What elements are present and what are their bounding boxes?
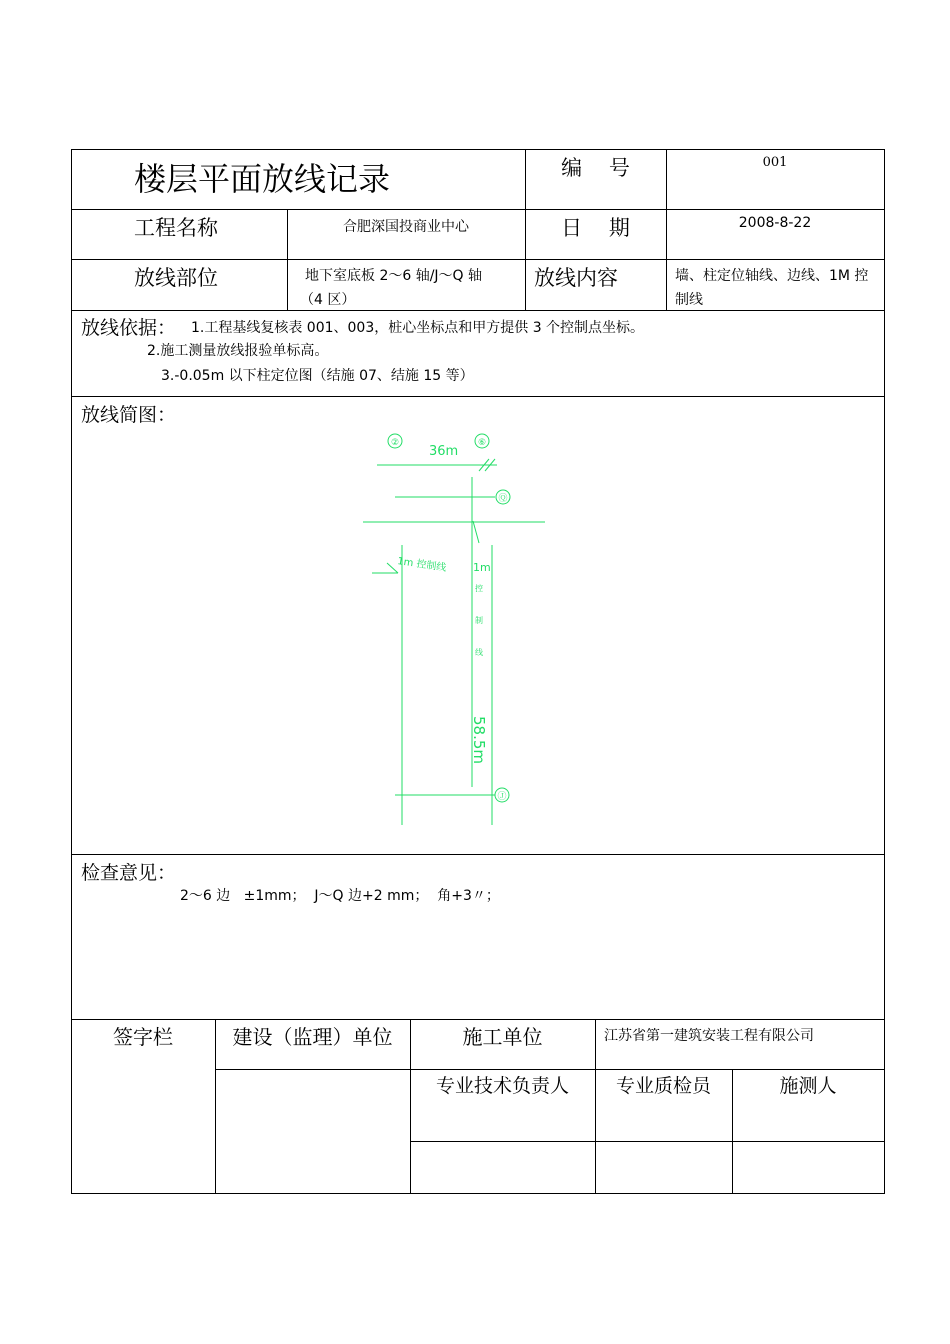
right-control-note: 1m [473, 561, 491, 574]
supervisor-unit-label: 建设（监理）单位 [232, 1025, 393, 1049]
location-label: 放线部位 [134, 266, 218, 290]
diagonal-tick [473, 521, 479, 543]
surveyor-label: 施测人 [779, 1075, 837, 1097]
layout-record-form [71, 149, 885, 1193]
project-label: 工程名称 [134, 216, 218, 240]
location-value-line1: 地下室底板 2～6 轴/J～Q 轴 [305, 268, 483, 284]
supervisor-signature-cell[interactable] [215, 1069, 410, 1193]
axis-label-2: ② [390, 438, 400, 448]
right-note-char: 线 [475, 648, 483, 657]
company-name: 江苏省第一建筑安装工程有限公司 [604, 1028, 814, 1044]
technical-lead-label: 专业技术负责人 [435, 1075, 569, 1097]
row-divider [71, 209, 885, 210]
row-divider [71, 396, 885, 397]
quality-inspector-label: 专业质检员 [615, 1075, 711, 1097]
horizontal-dimension: 36m [429, 444, 459, 459]
surveyor-signature-cell[interactable] [732, 1097, 884, 1141]
right-note-char: 控 [475, 584, 483, 593]
row-divider [71, 1019, 885, 1020]
row-divider [71, 854, 885, 855]
basis-item-3: 3.-0.05m 以下柱定位图（结施 07、结施 15 等） [161, 368, 474, 384]
signature-column-label: 签字栏 [113, 1025, 173, 1049]
row-divider [71, 259, 885, 260]
table-border-top [71, 149, 885, 150]
sketch-label: 放线简图： [81, 404, 177, 426]
project-value: 合肥深国投商业中心 [343, 219, 469, 235]
axis-label-j: Ⓙ [497, 792, 507, 802]
technical-lead-signature-cell[interactable] [410, 1097, 595, 1141]
inspection-text: 2～6 边 ±1mm； J～Q 边+2 mm； 角+3〃； [180, 888, 500, 904]
content-label: 放线内容 [534, 266, 618, 290]
basis-item-1: 1.工程基线复核表 001、003，桩心坐标点和甲方提供 3 个控制点坐标。 [191, 320, 645, 336]
number-value: 001 [762, 155, 788, 170]
content-value-line1: 墙、柱定位轴线、边线、1M 控 [675, 268, 869, 284]
content-value-line2: 制线 [675, 292, 703, 308]
inspection-label: 检查意见： [81, 862, 177, 884]
row-divider [71, 310, 885, 311]
date-value: 2008-8-22 [738, 215, 812, 231]
quality-inspector-signature-cell[interactable] [595, 1097, 732, 1141]
date-label: 日 期 [561, 216, 630, 240]
left-control-note: 1m 控制线 [396, 556, 447, 574]
basis-item-2: 2.施工测量放线报验单标高。 [147, 343, 329, 359]
vertical-dimension: 58.5m [470, 716, 488, 765]
number-label: 编 号 [561, 156, 630, 180]
table-border-bottom [71, 1193, 885, 1194]
right-note-char: 制 [475, 616, 483, 625]
row-divider [410, 1141, 885, 1142]
basis-label: 放线依据： [81, 317, 177, 339]
layout-sketch-diagram [351, 421, 551, 831]
axis-label-6: ⑥ [477, 438, 487, 448]
construction-unit-label: 施工单位 [462, 1025, 543, 1049]
axis-label-q: Ⓠ [498, 494, 508, 504]
table-border-right [884, 149, 885, 1193]
location-value-line2: （4 区） [300, 292, 356, 308]
page-title: 楼层平面放线记录 [134, 160, 391, 198]
